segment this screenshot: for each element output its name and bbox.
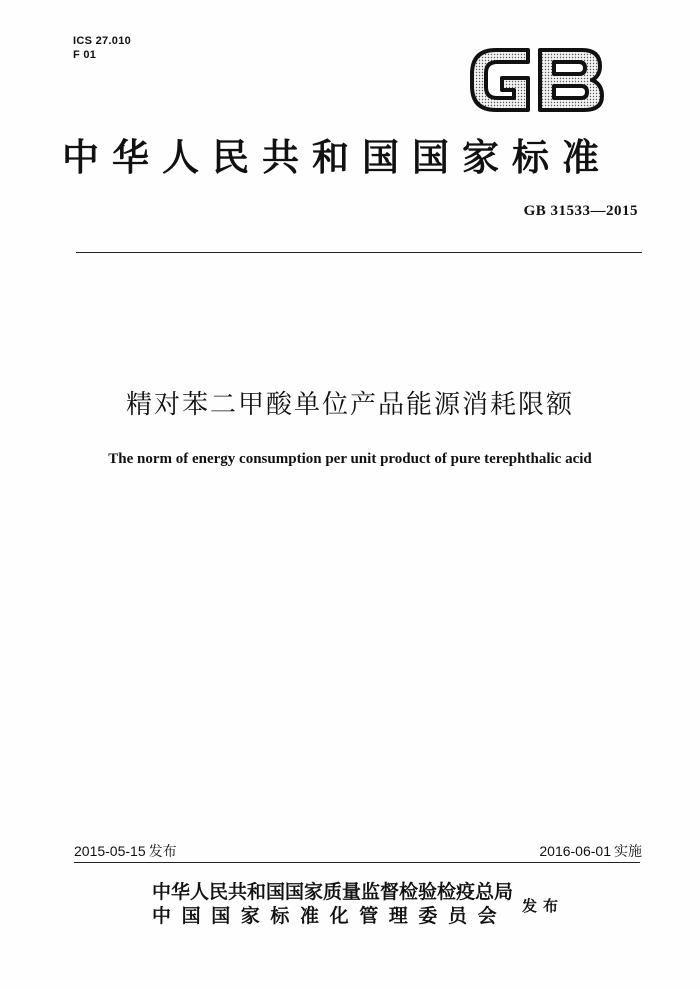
issuing-authorities	[152, 880, 513, 928]
ics-code: ICS 27.010	[73, 35, 132, 47]
classification-codes	[73, 34, 131, 62]
national-standard-heading: 中华人民共和国国家标准	[62, 135, 612, 179]
implementation-date-value: 2016-06-01	[539, 843, 611, 859]
implementation-date-label: 实施	[614, 843, 642, 859]
document-title-chinese: 精对苯二甲酸单位产品能源消耗限额	[125, 390, 574, 420]
document-title-english: The norm of energy consumption per unit product of pure terephthalic acid	[108, 451, 592, 467]
publish-label: 发布	[522, 897, 565, 915]
standard-number: GB 31533—2015	[523, 203, 638, 219]
implementation-date	[539, 841, 642, 861]
issue-date-label: 发布	[148, 843, 177, 859]
issuer-sac: 中国国家标准化管理委员会	[152, 905, 508, 927]
issue-date	[74, 841, 177, 861]
issue-date-value: 2015-05-15	[74, 843, 146, 859]
ccs-code: F 01	[73, 49, 97, 61]
issuer-aqsiq: 中华人民共和国国家质量监督检验检疫总局	[152, 881, 514, 903]
gb-logo	[466, 44, 606, 116]
footer-divider	[74, 862, 640, 863]
header-divider	[76, 252, 642, 253]
